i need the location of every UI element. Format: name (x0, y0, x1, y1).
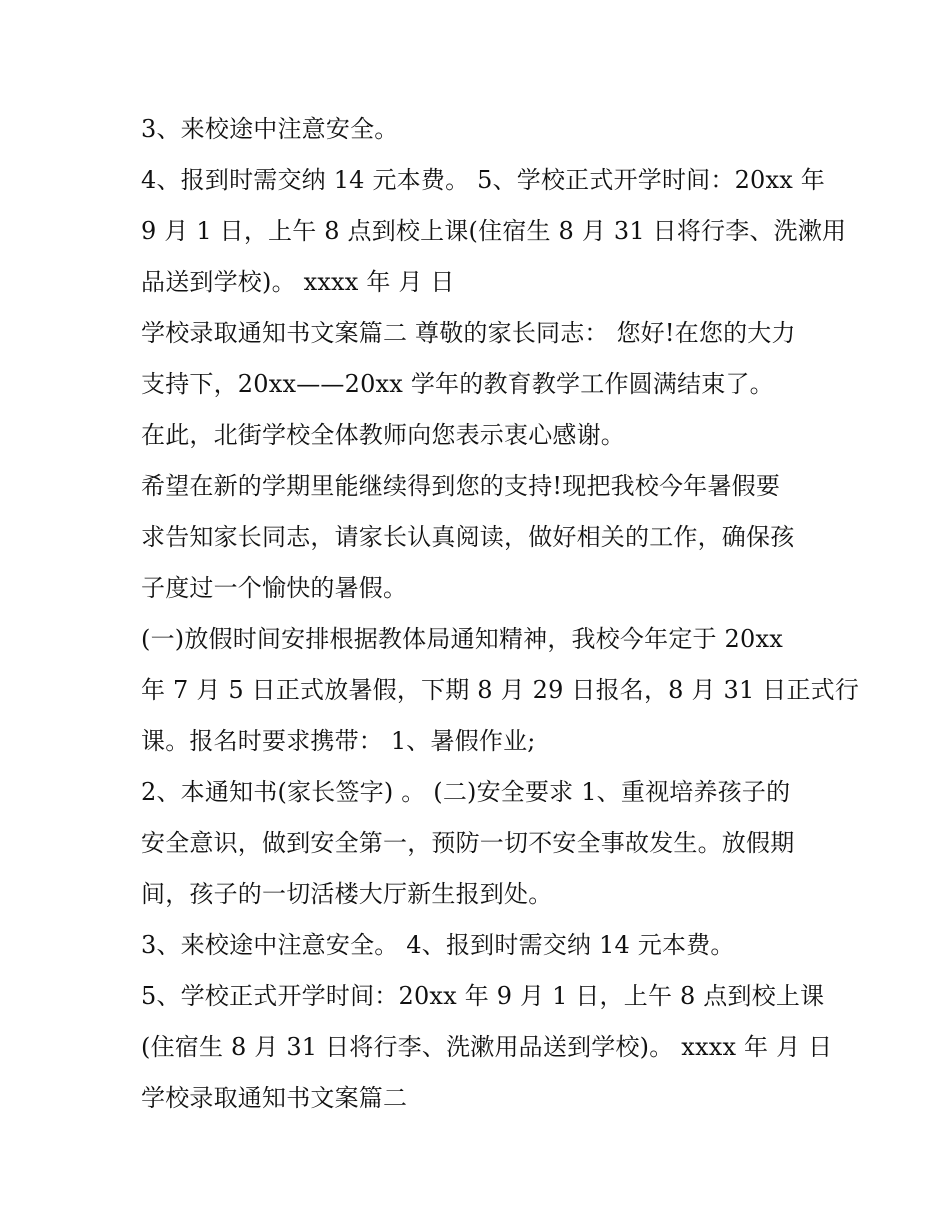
text-line: 4、报到时需交纳 14 元本费。 5、学校正式开学时间：20xx 年 (141, 166, 826, 194)
text-line: 课。报名时要求携带： 1、暑假作业; (141, 727, 536, 755)
text-line: 学校录取通知书文案篇二 尊敬的家长同志： 您好!在您的大力 (141, 319, 796, 347)
text-line: 间，孩子的一切活楼大厅新生报到处。 (141, 880, 553, 908)
text-line: 3、来校途中注意安全。 (141, 115, 399, 143)
text-line: 子度过一个愉快的暑假。 (141, 574, 408, 602)
text-line: 希望在新的学期里能继续得到您的支持!现把我校今年暑假要 (141, 472, 781, 500)
text-line: 2、本通知书(家长签字) 。 (二)安全要求 1、重视培养孩子的 (141, 778, 791, 806)
text-line: (一)放假时间安排根据教体局通知精神，我校今年定于 20xx (141, 625, 783, 653)
text-line: 5、学校正式开学时间：20xx 年 9 月 1 日，上午 8 点到校上课 (141, 982, 825, 1010)
text-line: 学校录取通知书文案篇二 (141, 1084, 408, 1112)
text-line: 安全意识，做到安全第一，预防一切不安全事故发生。放假期 (141, 829, 795, 857)
text-line: 3、来校途中注意安全。 4、报到时需交纳 14 元本费。 (141, 931, 735, 959)
text-line: 品送到学校)。 xxxx 年 月 日 (141, 268, 455, 296)
document-body (141, 104, 860, 1124)
text-line: 支持下，20xx——20xx 学年的教育教学工作圆满结束了。 (141, 370, 774, 398)
text-line: (住宿生 8 月 31 日将行李、洗漱用品送到学校)。 xxxx 年 月 日 (141, 1033, 833, 1061)
text-line: 年 7 月 5 日正式放暑假，下期 8 月 29 日报名，8 月 31 日正式行 (141, 676, 860, 704)
text-line: 求告知家长同志，请家长认真阅读，做好相关的工作，确保孩 (141, 523, 795, 551)
text-line: 9 月 1 日，上午 8 点到校上课(住宿生 8 月 31 日将行李、洗漱用 (141, 217, 847, 245)
text-line: 在此，北街学校全体教师向您表示衷心感谢。 (141, 421, 625, 449)
